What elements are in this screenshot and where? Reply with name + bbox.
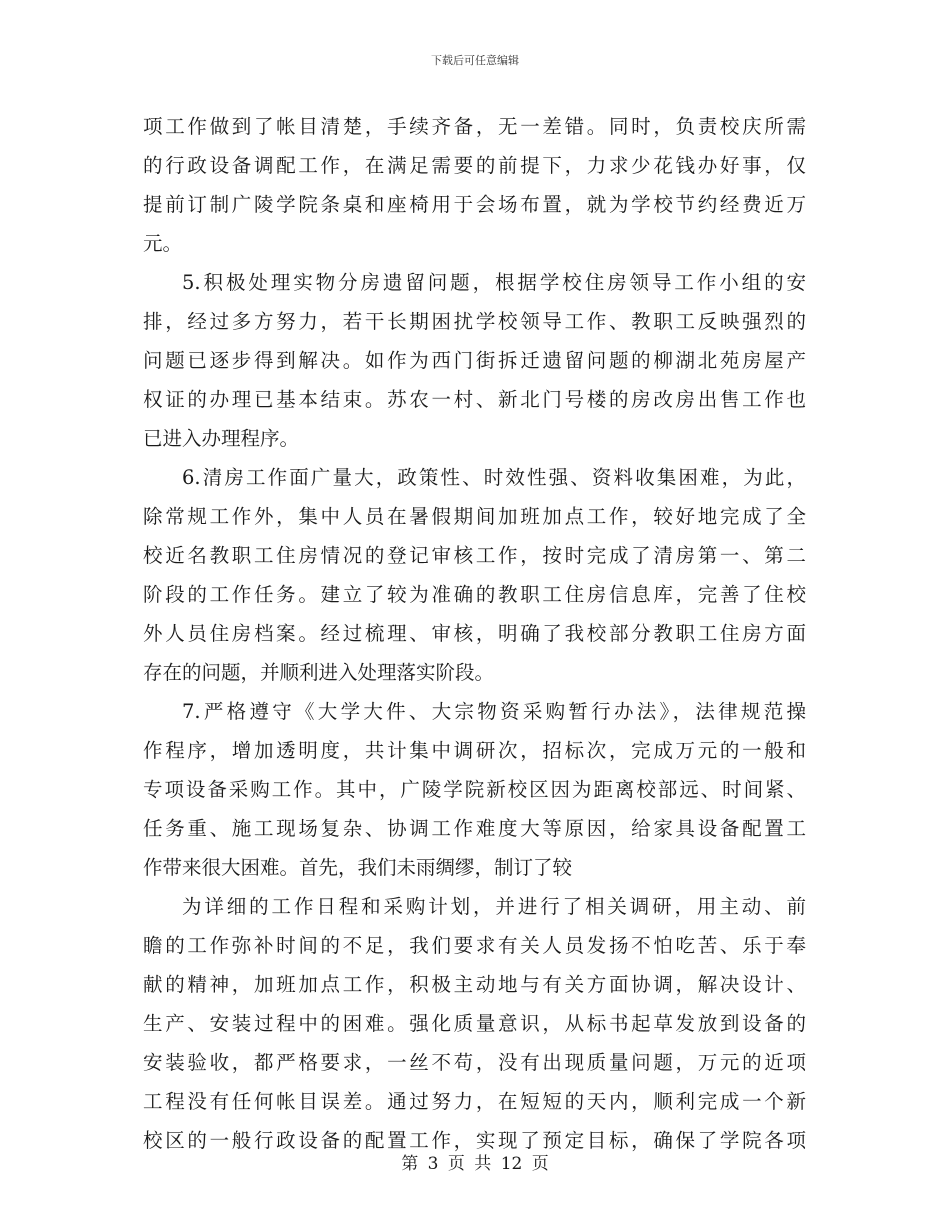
body-line: 作程序，增加透明度，共计集中调研次，招标次，完成万元的一般和 [143, 739, 806, 762]
body-line: 生产、安装过程中的困难。强化质量意识，从标书起草发放到设备的 [143, 1012, 806, 1035]
body-line: 权证的办理已基本结束。苏农一村、新北门号楼的房改房出售工作也 [143, 388, 806, 411]
body-line: 提前订制广陵学院条桌和座椅用于会场布置，就为学校节约经费近万 [143, 193, 806, 216]
body-line: 校区的一般行政设备的配置工作，实现了预定目标，确保了学院各项 [143, 1129, 806, 1152]
paragraph-start-line: 6.清房工作面广量大，政策性、时效性强、资料收集困难，为此， [182, 466, 806, 489]
paragraph-start-line: 5.积极处理实物分房遗留问题，根据学校住房领导工作小组的安 [182, 271, 806, 294]
body-line: 阶段的工作任务。建立了较为准确的教职工住房信息库，完善了住校 [143, 583, 806, 606]
body-line: 除常规工作外，集中人员在暑假期间加班加点工作，较好地完成了全 [143, 505, 806, 528]
paragraph-start-line: 为详细的工作日程和采购计划，并进行了相关调研，用主动、前 [182, 895, 806, 918]
body-line: 元。 [143, 232, 183, 255]
body-line: 问题已逐步得到解决。如作为西门街拆迁遗留问题的柳湖北苑房屋产 [143, 349, 806, 372]
body-line: 任务重、施工现场复杂、协调工作难度大等原因，给家具设备配置工 [143, 817, 806, 840]
body-line: 献的精神，加班加点工作，积极主动地与有关方面协调，解决设计、 [143, 973, 806, 996]
document-body [143, 107, 806, 1160]
body-line: 瞻的工作弥补时间的不足，我们要求有关人员发扬不怕吃苦、乐于奉 [143, 934, 806, 957]
body-line: 存在的问题，并顺利进入处理落实阶段。 [143, 661, 495, 684]
body-line: 校近名教职工住房情况的登记审核工作，按时完成了清房第一、第二 [143, 544, 806, 567]
page-number-footer: 第 3 页 共 12 页 [401, 1154, 549, 1174]
paragraph-start-line: 7.严格遵守《大学大件、大宗物资采购暂行办法》，法律规范操 [182, 700, 806, 723]
page-header-note: 下载后可任意编辑 [431, 54, 519, 67]
body-line: 工程没有任何帐目误差。通过努力，在短短的天内，顺利完成一个新 [143, 1090, 806, 1113]
body-line: 专项设备采购工作。其中，广陵学院新校区因为距离校部远、时间紧、 [143, 778, 806, 801]
body-line: 排，经过多方努力，若干长期困扰学校领导工作、教职工反映强烈的 [143, 310, 806, 333]
body-line: 安装验收，都严格要求，一丝不苟，没有出现质量问题，万元的近项 [143, 1051, 806, 1074]
body-line: 外人员住房档案。经过梳理、审核，明确了我校部分教职工住房方面 [143, 622, 806, 645]
body-line: 的行政设备调配工作，在满足需要的前提下，力求少花钱办好事，仅 [143, 154, 806, 177]
body-line: 已进入办理程序。 [143, 427, 300, 450]
body-line: 作带来很大困难。首先，我们未雨绸缪，制订了较 [143, 856, 573, 879]
body-line: 项工作做到了帐目清楚，手续齐备，无一差错。同时，负责校庆所需 [143, 115, 806, 138]
